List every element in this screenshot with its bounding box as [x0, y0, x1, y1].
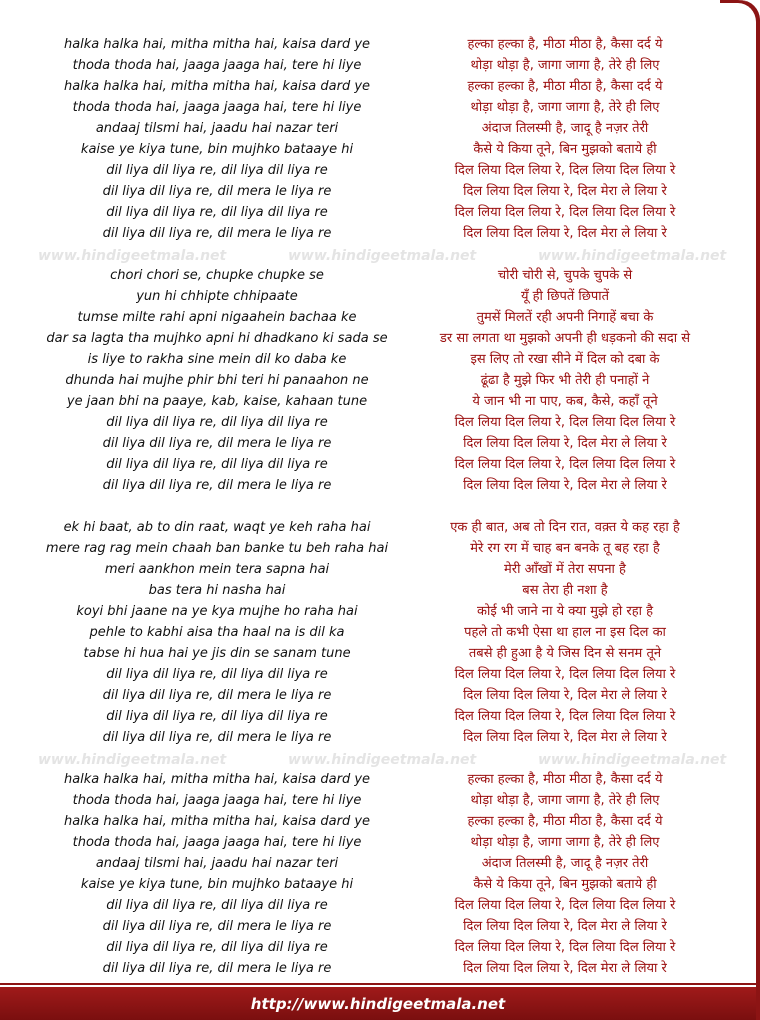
lyric-english: dil liya dil liya re, dil liya dil liya re	[106, 940, 328, 955]
lyric-hindi: दिल लिया दिल लिया रे, दिल मेरा ले लिया रे	[463, 688, 667, 703]
lyric-hindi: दिल लिया दिल लिया रे, दिल लिया दिल लिया रे	[454, 898, 676, 913]
lyric-line	[0, 97, 760, 118]
lyric-hindi: अंदाज तिलस्मी है, जादू है नज़र तेरी	[481, 121, 649, 136]
lyric-hindi: थोड़ा थोड़ा है, जागा जागा है, तेरे ही लिए	[470, 58, 660, 73]
lyric-english: dil liya dil liya re, dil mera le liya re	[102, 961, 332, 976]
lyric-english: dil liya dil liya re, dil liya dil liya re	[106, 415, 328, 430]
watermark: www.hindigeetmala.net	[38, 752, 227, 768]
lyric-line	[0, 160, 760, 181]
lyric-line	[0, 307, 760, 328]
lyric-english: andaaj tilsmi hai, jaadu hai nazar teri	[95, 121, 339, 136]
lyric-line	[0, 706, 760, 727]
lyric-line	[0, 874, 760, 895]
watermark: www.hindigeetmala.net	[38, 248, 227, 264]
lyric-line	[0, 895, 760, 916]
lyric-english: halka halka hai, mitha mitha hai, kaisa dard ye	[63, 37, 371, 52]
lyric-english: dil liya dil liya re, dil liya dil liya re	[106, 898, 328, 913]
lyric-line	[0, 832, 760, 853]
lyric-english: dil liya dil liya re, dil mera le liya re	[102, 688, 332, 703]
lyric-line	[0, 790, 760, 811]
lyric-line	[0, 727, 760, 748]
watermark: www.hindigeetmala.net	[288, 752, 477, 768]
lyric-hindi: दिल लिया दिल लिया रे, दिल मेरा ले लिया रे	[463, 730, 667, 745]
lyric-english: dil liya dil liya re, dil liya dil liya re	[106, 709, 328, 724]
lyric-english: pehle to kabhi aisa tha haal na is dil ka	[89, 625, 345, 640]
lyric-hindi: दिल लिया दिल लिया रे, दिल लिया दिल लिया रे	[454, 205, 676, 220]
lyric-line	[0, 958, 760, 979]
lyric-english: halka halka hai, mitha mitha hai, kaisa dard ye	[63, 814, 371, 829]
lyric-english: tabse hi hua hai ye jis din se sanam tune	[83, 646, 351, 661]
lyric-line	[0, 580, 760, 601]
lyric-line	[0, 538, 760, 559]
watermark: www.hindigeetmala.net	[538, 248, 727, 264]
lyric-line	[0, 223, 760, 244]
watermark: www.hindigeetmala.net	[538, 752, 727, 768]
lyric-line	[0, 202, 760, 223]
footer-link[interactable]: http://www.hindigeetmala.net	[250, 994, 506, 1013]
lyric-hindi: चोरी चोरी से, चुपके चुपके से	[497, 268, 633, 283]
lyric-line	[0, 433, 760, 454]
lyric-hindi: दिल लिया दिल लिया रे, दिल लिया दिल लिया रे	[454, 163, 676, 178]
lyric-hindi: ये जान भी ना पाए, कब, कैसे, कहाँ तूने	[472, 394, 658, 409]
lyric-hindi: दिल लिया दिल लिया रे, दिल मेरा ले लिया रे	[463, 961, 667, 976]
lyric-english: dil liya dil liya re, dil liya dil liya re	[106, 667, 328, 682]
lyric-english: dhunda hai mujhe phir bhi teri hi panaahon ne	[65, 373, 369, 388]
lyric-english: dil liya dil liya re, dil liya dil liya re	[106, 205, 328, 220]
lyric-english: thoda thoda hai, jaaga jaaga hai, tere hi liye	[72, 58, 362, 73]
lyric-hindi: दिल लिया दिल लिया रे, दिल लिया दिल लिया रे	[454, 457, 676, 472]
lyric-english: kaise ye kiya tune, bin mujhko bataaye hi	[80, 877, 354, 892]
lyric-hindi: तुमसें मिलतें रही अपनी निगाहें बचा के	[476, 310, 654, 325]
lyric-line	[0, 370, 760, 391]
lyric-english: andaaj tilsmi hai, jaadu hai nazar teri	[95, 856, 339, 871]
lyric-line	[0, 412, 760, 433]
lyric-line	[0, 454, 760, 475]
lyric-english: dar sa lagta tha mujhko apni hi dhadkano ki sada se	[46, 331, 388, 346]
lyric-english: is liye to rakha sine mein dil ko daba ke	[87, 352, 347, 367]
lyric-line	[0, 34, 760, 55]
lyric-line	[0, 853, 760, 874]
lyric-hindi: हल्का हल्का है, मीठा मीठा है, कैसा दर्द ये	[467, 79, 663, 94]
lyric-english: ek hi baat, ab to din raat, waqt ye keh raha hai	[63, 520, 371, 535]
lyric-hindi: थोड़ा थोड़ा है, जागा जागा है, तेरे ही लिए	[470, 793, 660, 808]
lyric-hindi: हल्का हल्का है, मीठा मीठा है, कैसा दर्द ये	[467, 37, 663, 52]
stanza-gap	[0, 496, 760, 517]
lyric-hindi: हल्का हल्का है, मीठा मीठा है, कैसा दर्द ये	[467, 772, 663, 787]
lyric-hindi: अंदाज तिलस्मी है, जादू है नज़र तेरी	[481, 856, 649, 871]
lyric-line	[0, 76, 760, 97]
lyric-english: dil liya dil liya re, dil liya dil liya re	[106, 163, 328, 178]
lyric-hindi: दिल लिया दिल लिया रे, दिल लिया दिल लिया रे	[454, 709, 676, 724]
lyric-english: thoda thoda hai, jaaga jaaga hai, tere hi liye	[72, 793, 362, 808]
lyric-hindi: थोड़ा थोड़ा है, जागा जागा है, तेरे ही लिए	[470, 100, 660, 115]
stanza-gap	[0, 244, 760, 265]
lyric-hindi: थोड़ा थोड़ा है, जागा जागा है, तेरे ही लिए	[470, 835, 660, 850]
lyric-hindi: दिल लिया दिल लिया रे, दिल लिया दिल लिया रे	[454, 667, 676, 682]
lyric-english: dil liya dil liya re, dil liya dil liya re	[106, 457, 328, 472]
lyric-english: thoda thoda hai, jaaga jaaga hai, tere hi liye	[72, 835, 362, 850]
footer-bar	[0, 987, 756, 1020]
lyric-line	[0, 643, 760, 664]
lyric-line	[0, 559, 760, 580]
lyric-line	[0, 685, 760, 706]
lyric-hindi: मेरी आँखों में तेरा सपना है	[504, 562, 626, 577]
footer-divider	[0, 983, 756, 985]
lyric-hindi: कैसे ये किया तूने, बिन मुझको बताये ही	[473, 877, 657, 892]
lyric-hindi: दिल लिया दिल लिया रे, दिल लिया दिल लिया रे	[454, 940, 676, 955]
lyric-english: mere rag rag mein chaah ban banke tu beh raha hai	[45, 541, 389, 556]
lyric-english: tumse milte rahi apni nigaahein bachaa ke	[77, 310, 357, 325]
lyric-english: kaise ye kiya tune, bin mujhko bataaye hi	[80, 142, 354, 157]
lyric-hindi: ढूंढा है मुझे फिर भी तेरी ही पनाहों ने	[480, 373, 650, 388]
lyric-line	[0, 517, 760, 538]
lyrics-body	[0, 34, 760, 979]
lyric-english: dil liya dil liya re, dil mera le liya re	[102, 478, 332, 493]
lyric-hindi: दिल लिया दिल लिया रे, दिल मेरा ले लिया रे	[463, 478, 667, 493]
lyric-line	[0, 811, 760, 832]
lyric-english: halka halka hai, mitha mitha hai, kaisa dard ye	[63, 79, 371, 94]
lyric-line	[0, 622, 760, 643]
lyric-hindi: पहले तो कभी ऐसा था हाल ना इस दिल का	[464, 625, 666, 640]
lyric-hindi: इस लिए तो रखा सीने में दिल को दबा के	[470, 352, 660, 367]
lyric-hindi: दिल लिया दिल लिया रे, दिल मेरा ले लिया रे	[463, 184, 667, 199]
lyric-hindi: कैसे ये किया तूने, बिन मुझको बताये ही	[473, 142, 657, 157]
lyric-hindi: एक ही बात, अब तो दिन रात, वक़्त ये कह रहा है	[450, 520, 680, 535]
lyric-hindi: दिल लिया दिल लिया रे, दिल मेरा ले लिया रे	[463, 436, 667, 451]
lyric-hindi: हल्का हल्का है, मीठा मीठा है, कैसा दर्द ये	[467, 814, 663, 829]
lyric-hindi: यूँ ही छिपतें छिपातें	[520, 289, 610, 304]
lyric-english: dil liya dil liya re, dil mera le liya re	[102, 436, 332, 451]
lyric-line	[0, 139, 760, 160]
lyric-hindi: दिल लिया दिल लिया रे, दिल मेरा ले लिया रे	[463, 919, 667, 934]
lyric-english: yun hi chhipte chhipaate	[136, 289, 298, 304]
lyric-line	[0, 181, 760, 202]
lyric-hindi: कोई भी जाने ना ये क्या मुझे हो रहा है	[476, 604, 654, 619]
lyric-hindi: मेरे रग रग में चाह बन बनके तू बह रहा है	[470, 541, 660, 556]
lyric-line	[0, 475, 760, 496]
lyric-hindi: तबसे ही हुआ है ये जिस दिन से सनम तूने	[468, 646, 662, 661]
lyric-line	[0, 118, 760, 139]
lyric-line	[0, 916, 760, 937]
lyric-line	[0, 265, 760, 286]
lyric-hindi: दिल लिया दिल लिया रे, दिल मेरा ले लिया रे	[463, 226, 667, 241]
lyric-line	[0, 286, 760, 307]
lyric-line	[0, 601, 760, 622]
lyric-english: koyi bhi jaane na ye kya mujhe ho raha hai	[76, 604, 358, 619]
lyric-line	[0, 349, 760, 370]
lyric-hindi: दिल लिया दिल लिया रे, दिल लिया दिल लिया रे	[454, 415, 676, 430]
watermark: www.hindigeetmala.net	[288, 248, 477, 264]
lyric-line	[0, 937, 760, 958]
lyric-english: dil liya dil liya re, dil mera le liya re	[102, 184, 332, 199]
lyric-line	[0, 664, 760, 685]
lyric-line	[0, 55, 760, 76]
lyric-english: thoda thoda hai, jaaga jaaga hai, tere hi liye	[72, 100, 362, 115]
lyric-hindi: डर सा लगता था मुझको अपनी ही धड़कनो की सदा से	[439, 331, 691, 346]
lyric-line	[0, 328, 760, 349]
lyric-english: chori chori se, chupke chupke se	[110, 268, 324, 283]
lyric-english: meri aankhon mein tera sapna hai	[104, 562, 330, 577]
lyric-english: bas tera hi nasha hai	[148, 583, 286, 598]
lyric-line	[0, 769, 760, 790]
lyric-english: dil liya dil liya re, dil mera le liya re	[102, 730, 332, 745]
stanza-gap	[0, 748, 760, 769]
lyric-english: halka halka hai, mitha mitha hai, kaisa dard ye	[63, 772, 371, 787]
lyric-english: dil liya dil liya re, dil mera le liya re	[102, 226, 332, 241]
lyric-english: dil liya dil liya re, dil mera le liya re	[102, 919, 332, 934]
lyric-english: ye jaan bhi na paaye, kab, kaise, kahaan tune	[66, 394, 368, 409]
lyric-hindi: बस तेरा ही नशा है	[522, 583, 608, 598]
lyric-line	[0, 391, 760, 412]
